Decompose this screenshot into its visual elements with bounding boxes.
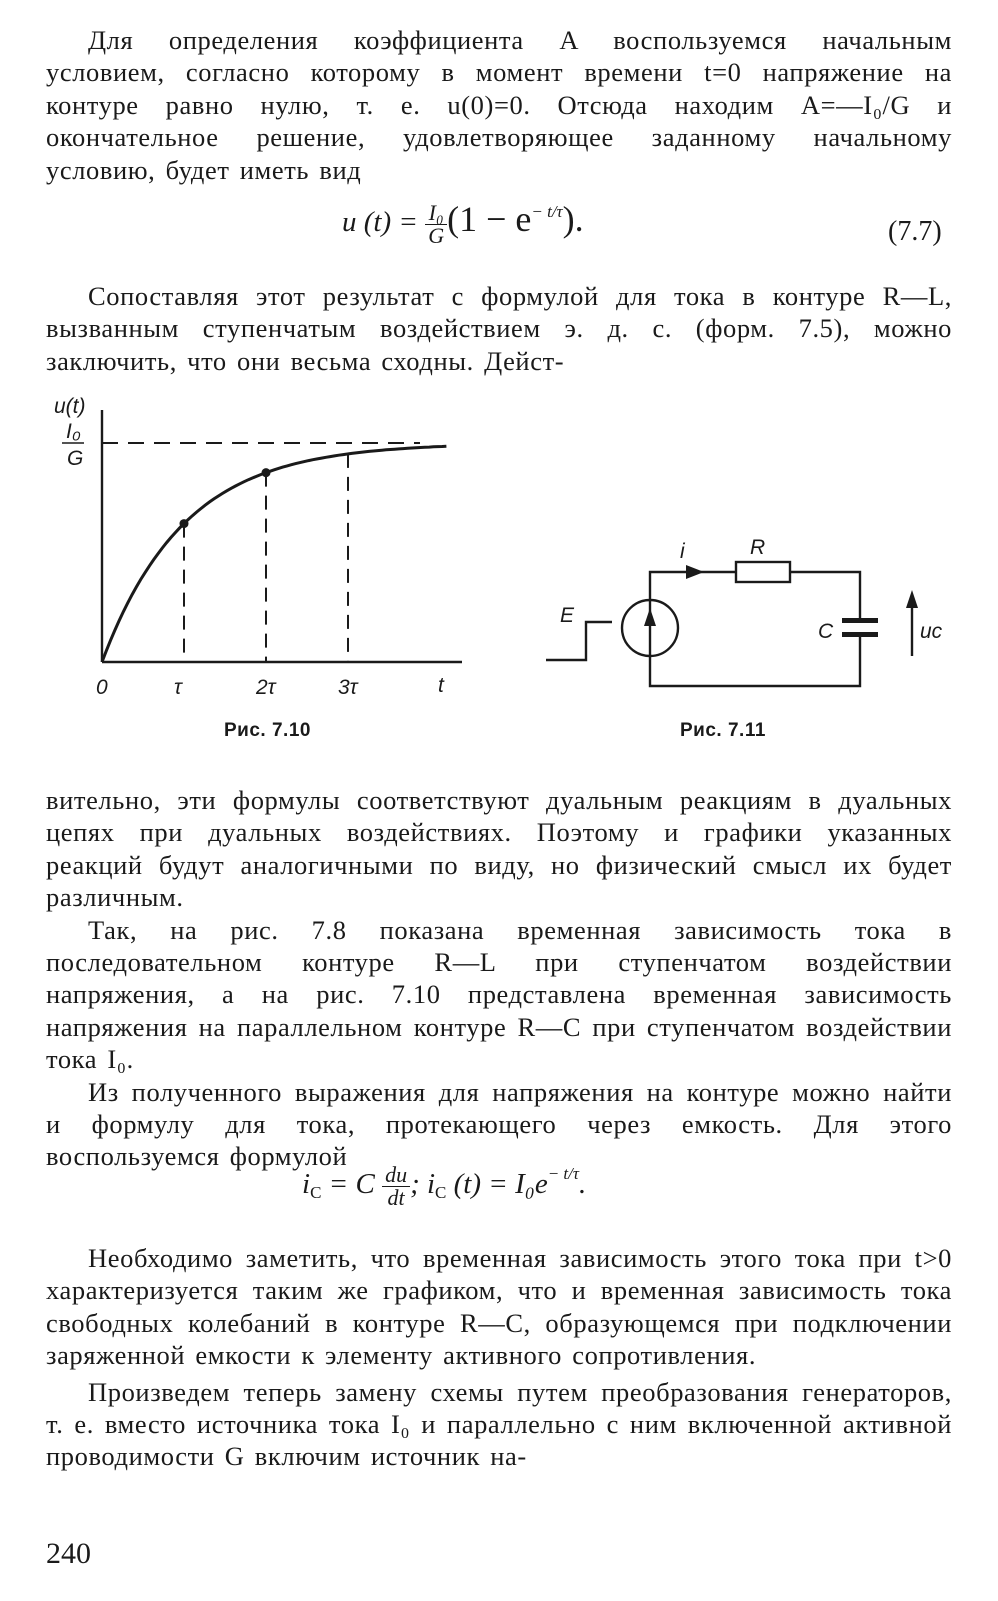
current-label: i: [680, 540, 685, 563]
paragraph-6-text: Необходимо заметить, что временная зависимость этого тока при t>0 характеризуется таким же графиком, что и временная зависимость тока свободных колебаний в контуре R—C, образующемся при подключении заряженной емкости к элементу активного сопротивления.: [46, 1243, 952, 1371]
resistor-label: R: [750, 536, 766, 559]
emf-label: E: [560, 604, 575, 627]
formula-2-exponent: − t/τ: [547, 1164, 579, 1184]
formula-capacitor-current: [302, 1164, 586, 1209]
y-level-denominator: G: [67, 447, 84, 470]
formula-2-sub2: C: [435, 1183, 447, 1203]
curve-point-1: [180, 519, 189, 528]
capacitor-plate-bottom: [842, 632, 878, 637]
tick-label-1: τ: [174, 676, 182, 699]
formula-7-7-body: (1 − e: [447, 199, 532, 239]
formula-2-sep: ; i: [410, 1168, 436, 1201]
y-axis-label: u(t): [54, 395, 86, 418]
formula-2-end: .: [578, 1168, 587, 1201]
curve-point-2: [262, 468, 271, 477]
formula-7-7-numerator: I₀: [425, 202, 447, 225]
formula-2-eq1: = C: [321, 1168, 383, 1201]
figure-7-10-graph: [40, 380, 480, 700]
paragraph-group-3: [46, 1242, 952, 1473]
wire-top-right: [790, 572, 860, 620]
formula-2-numerator: du: [382, 1164, 410, 1187]
capacitor-voltage-label: uc: [920, 620, 943, 643]
formula-7-7: [342, 198, 584, 247]
y-level-numerator: I₀: [66, 420, 81, 443]
paragraph-2-text: Сопоставляя этот результат с формулой для тока в контуре R—L, вызванным ступенчатым воздействием э. д. с. (форм. 7.5), можно заключить, что они весьма сходны. Дейст-: [46, 281, 952, 376]
exponential-curve: [102, 446, 446, 662]
voltage-arrow-icon: [906, 590, 918, 608]
tick-label-2: 2τ: [256, 676, 276, 699]
paragraph-group-2: [46, 784, 952, 1173]
formula-2-denominator: dt: [387, 1185, 405, 1210]
formula-7-7-exponent: − t/τ: [531, 202, 563, 221]
tick-label-0: 0: [96, 676, 108, 699]
formula-2-fraction: [382, 1164, 410, 1209]
formula-7-7-lhs: u (t) =: [342, 206, 426, 238]
equation-number: (7.7): [888, 216, 942, 247]
formula-7-7-fraction: [425, 199, 447, 248]
figure-7-11-circuit: [540, 520, 960, 710]
figure-7-10-caption: Рис. 7.10: [224, 720, 311, 741]
current-direction-arrow-icon: [686, 565, 704, 579]
paragraph-1: [46, 24, 952, 186]
formula-2-sub1: C: [310, 1183, 322, 1203]
paragraph-2: [46, 280, 952, 377]
page-number: 240: [46, 1537, 91, 1570]
step-input-symbol: [546, 622, 612, 660]
formula-2-part1: i: [302, 1168, 311, 1201]
formula-7-7-denominator: G: [428, 222, 445, 248]
capacitor-plate-top: [842, 618, 878, 623]
paragraph-4-text: Так, на рис. 7.8 показана временная зависимость тока в последовательном контуре R—L при ступенчатом воздействии напряжения, а на рис. 7.10 представлена временная зависимость напряжения на параллельном контуре R—C при ступенчатом воздействии тока I₀.: [46, 914, 952, 1075]
paragraph-5-text: Из полученного выражения для напряжения на контуре можно найти и формулу для тока, протекающего через емкость. Для этого воспользуемся формулой: [46, 1076, 952, 1172]
resistor: [736, 562, 790, 582]
formula-7-7-close: ).: [562, 199, 584, 239]
paragraph-3-text: вительно, эти формулы соответствуют дуальным реакциям в дуальных цепях при дуальных воздействиях. Поэтому и графики указанных реакций будут аналогичными по виду, но физический смысл их будет различным.: [46, 785, 952, 913]
source-arrow-icon: [644, 608, 656, 626]
x-axis-label: t: [438, 674, 444, 697]
capacitor-label: C: [818, 620, 834, 643]
tick-label-3: 3τ: [338, 676, 358, 699]
wire-bottom: [650, 636, 860, 686]
paragraph-1-text: Для определения коэффициента A воспользуемся начальным условием, согласно которому в момент времени t=0 напряжение на контуре равно нулю, т. е. u(0)=0. Отсюда находим A=—I₀/G и окончательное решение, удовлетворяющее заданному начальному условию, будет иметь вид: [46, 25, 952, 185]
paragraph-7-text: Произведем теперь замену схемы путем преобразования генераторов, т. е. вместо источника тока I₀ и параллельно с ним включенной активной проводимости G включим источник на-: [46, 1376, 952, 1472]
formula-2-rest: (t) = I₀e: [446, 1168, 548, 1201]
figure-7-11-caption: Рис. 7.11: [680, 720, 766, 741]
